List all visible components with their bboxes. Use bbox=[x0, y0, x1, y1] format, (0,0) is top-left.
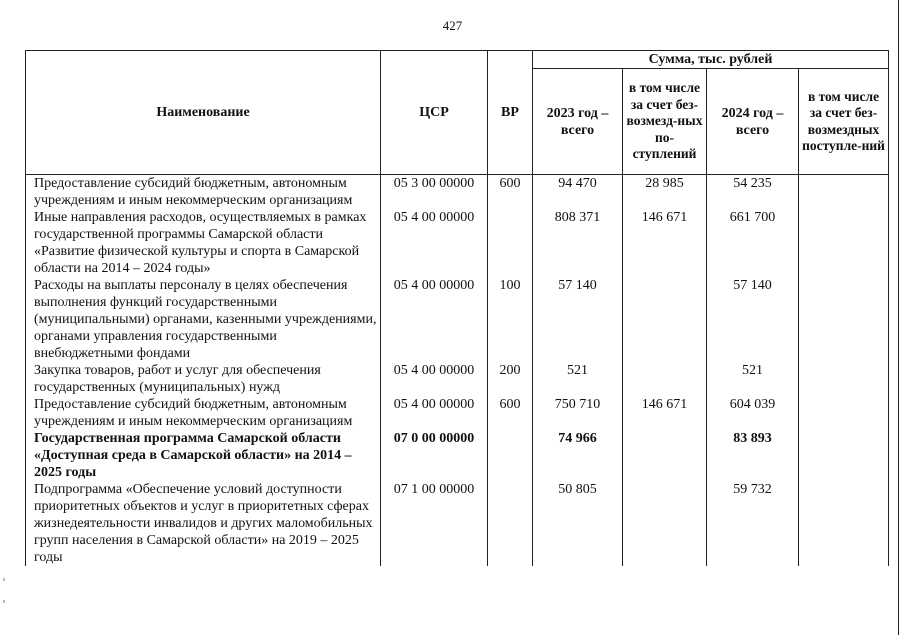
row-csr: 07 1 00 00000 bbox=[381, 481, 488, 566]
row-2024-free bbox=[799, 481, 889, 566]
row-2024-total: 521 bbox=[707, 362, 799, 396]
row-2023-total: 808 371 bbox=[533, 209, 623, 277]
row-2023-free bbox=[623, 430, 707, 481]
row-2023-free bbox=[623, 362, 707, 396]
row-name: Предоставление субсидий бюджетным, автономным учреждениям и иным некоммерческим организациям bbox=[26, 175, 381, 210]
row-name: Государственная программа Самарской области «Доступная среда в Самарской области» на 2014 – 2025 годы bbox=[26, 430, 381, 481]
scan-artifact bbox=[3, 600, 5, 603]
row-csr: 05 4 00 00000 bbox=[381, 209, 488, 277]
table-row bbox=[26, 175, 889, 210]
row-2023-free: 146 671 bbox=[623, 209, 707, 277]
scan-artifact bbox=[3, 578, 5, 581]
row-2024-total: 59 732 bbox=[707, 481, 799, 566]
row-2023-free: 146 671 bbox=[623, 396, 707, 430]
table-body bbox=[26, 175, 889, 567]
row-name: Иные направления расходов, осуществляемых в рамках государственной программы Самарской области «Развитие физической культуры и спорта в Самарской области на 2014 – 2024 годы» bbox=[26, 209, 381, 277]
row-2024-free bbox=[799, 396, 889, 430]
row-2024-total: 661 700 bbox=[707, 209, 799, 277]
table-row bbox=[26, 481, 889, 566]
row-2023-total: 94 470 bbox=[533, 175, 623, 210]
row-2023-total: 750 710 bbox=[533, 396, 623, 430]
row-2023-total: 521 bbox=[533, 362, 623, 396]
header-sum-group: Сумма, тыс. рублей bbox=[533, 51, 889, 69]
header-2023-free: в том числе за счет без-возмезд-ных по-ступлений bbox=[623, 69, 707, 175]
table-row bbox=[26, 277, 889, 362]
row-2024-total: 83 893 bbox=[707, 430, 799, 481]
header-csr: ЦСР bbox=[381, 51, 488, 175]
table-row bbox=[26, 430, 889, 481]
row-vr bbox=[488, 209, 533, 277]
row-csr: 07 0 00 00000 bbox=[381, 430, 488, 481]
row-2023-free bbox=[623, 277, 707, 362]
row-2023-total: 57 140 bbox=[533, 277, 623, 362]
row-name: Закупка товаров, работ и услуг для обеспечения государственных (муниципальных) нужд bbox=[26, 362, 381, 396]
table-row bbox=[26, 396, 889, 430]
header-name: Наименование bbox=[26, 51, 381, 175]
row-2023-total: 50 805 bbox=[533, 481, 623, 566]
row-csr: 05 4 00 00000 bbox=[381, 362, 488, 396]
row-2024-free bbox=[799, 430, 889, 481]
row-vr: 200 bbox=[488, 362, 533, 396]
row-name: Расходы на выплаты персоналу в целях обеспечения выполнения функций государственными (муниципальными) органами, казенными учреждениями, органами управления государственными внебюджетными фондами bbox=[26, 277, 381, 362]
row-2023-free: 28 985 bbox=[623, 175, 707, 210]
table-row bbox=[26, 209, 889, 277]
row-csr: 05 3 00 00000 bbox=[381, 175, 488, 210]
row-name: Предоставление субсидий бюджетным, автономным учреждениям и иным некоммерческим организациям bbox=[26, 396, 381, 430]
header-2024-total: 2024 год – всего bbox=[707, 69, 799, 175]
row-csr: 05 4 00 00000 bbox=[381, 396, 488, 430]
row-2024-free bbox=[799, 277, 889, 362]
row-vr: 600 bbox=[488, 396, 533, 430]
row-2024-total: 54 235 bbox=[707, 175, 799, 210]
header-2023-total: 2023 год – всего bbox=[533, 69, 623, 175]
table-row bbox=[26, 362, 889, 396]
page-border bbox=[898, 0, 899, 635]
budget-table bbox=[25, 50, 889, 566]
page-number: 427 bbox=[442, 18, 463, 33]
row-vr bbox=[488, 430, 533, 481]
row-2024-total: 604 039 bbox=[707, 396, 799, 430]
row-csr: 05 4 00 00000 bbox=[381, 277, 488, 362]
row-2024-total: 57 140 bbox=[707, 277, 799, 362]
row-vr: 600 bbox=[488, 175, 533, 210]
row-2023-total: 74 966 bbox=[533, 430, 623, 481]
row-vr bbox=[488, 481, 533, 566]
row-2023-free bbox=[623, 481, 707, 566]
table-header bbox=[26, 51, 889, 175]
row-name: Подпрограмма «Обеспечение условий доступности приоритетных объектов и услуг в приоритетных сферах жизнедеятельности инвалидов и других маломобильных групп населения в Самарской области» на 2019 – 2025 годы bbox=[26, 481, 381, 566]
header-vr: ВР bbox=[488, 51, 533, 175]
row-2024-free bbox=[799, 362, 889, 396]
row-2024-free bbox=[799, 175, 889, 210]
row-2024-free bbox=[799, 209, 889, 277]
row-vr: 100 bbox=[488, 277, 533, 362]
header-2024-free: в том числе за счет без-возмездных поступле-ний bbox=[799, 69, 889, 175]
